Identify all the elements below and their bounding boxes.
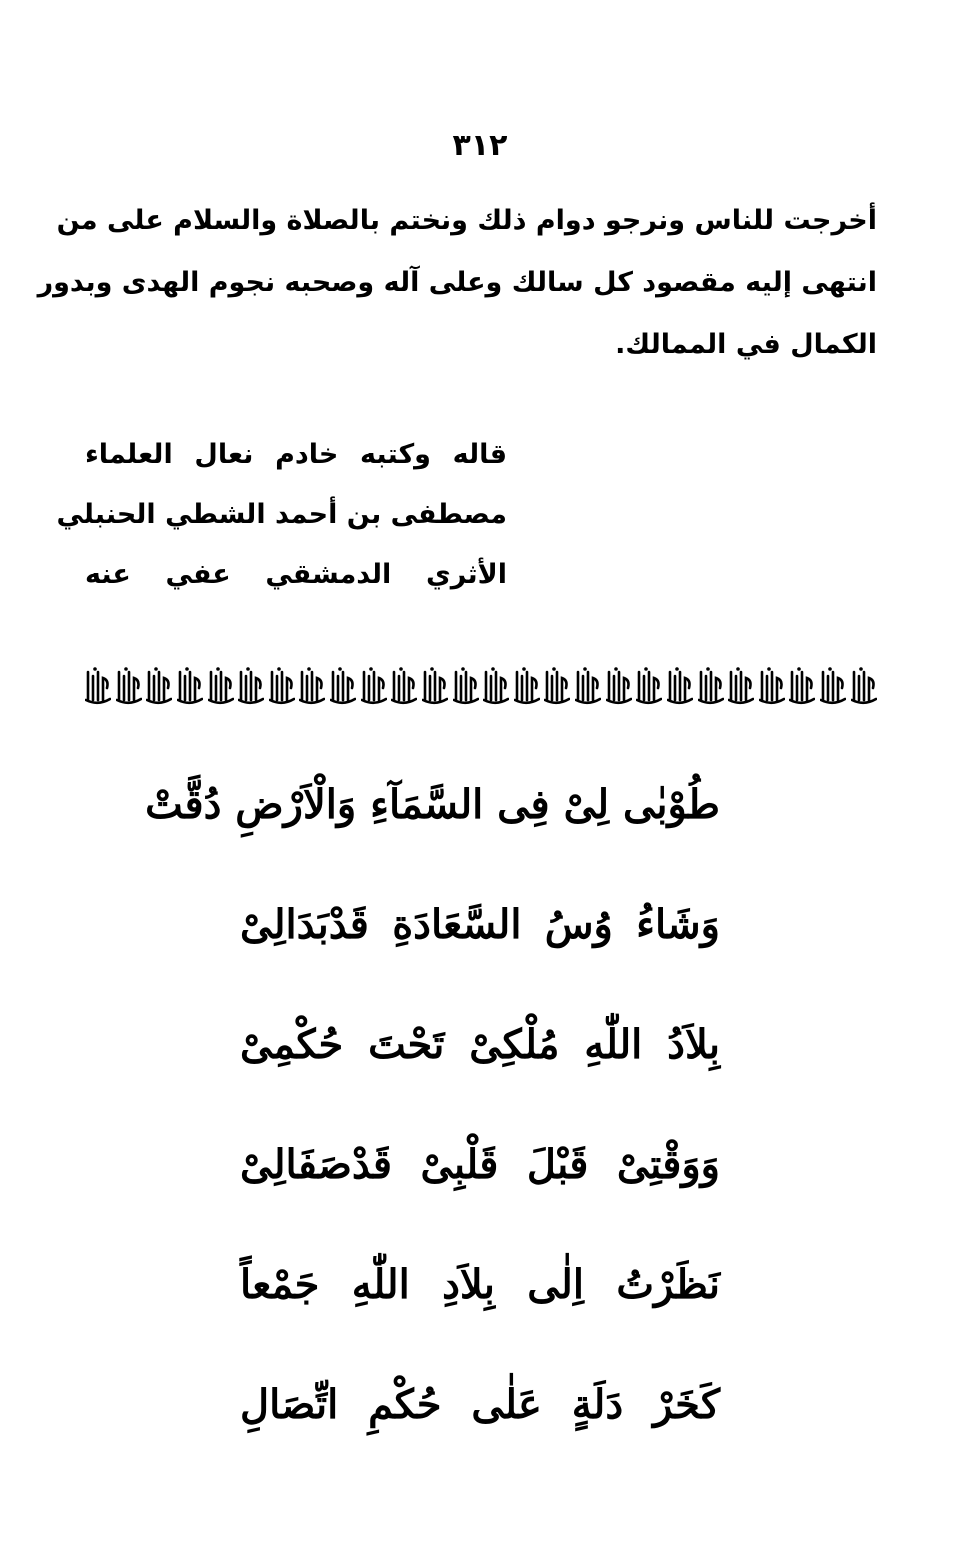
closing-paragraph — [37, 190, 877, 376]
paragraph-line: الكمال في الممالك. — [615, 329, 877, 360]
calligraphy-ornament-icon — [361, 666, 387, 706]
poem-verse: وَشَاءُ وُسُ السَّعَادَةِ قَدْبَدَالِىْ — [240, 901, 720, 948]
calligraphy-ornament-icon — [453, 666, 479, 706]
signature-line: الأثري الدمشقي عفي عنه — [85, 559, 507, 590]
calligraphy-ornament-icon — [483, 666, 509, 706]
signature-line: قاله وكتبه خادم نعال العلماء — [85, 439, 507, 470]
calligraphy-ornament-icon — [544, 666, 570, 706]
page-number: ۳۱۲ — [452, 128, 508, 163]
calligraphy-ornament-icon — [667, 666, 693, 706]
calligraphy-ornament-icon — [851, 666, 877, 706]
calligraphy-ornament-icon — [789, 666, 815, 706]
calligraphy-ornament-icon — [208, 666, 234, 706]
calligraphy-ornament-icon — [698, 666, 724, 706]
calligraphy-ornament-icon — [422, 666, 448, 706]
calligraphy-ornament-icon — [330, 666, 356, 706]
poem — [145, 770, 720, 1490]
calligraphy-ornament-icon — [177, 666, 203, 706]
poem-verse: طُوْبٰى لِىْ فِى السَّمَآءِ وَالْاَرْضِ دُقَّتْ — [145, 781, 720, 828]
ornament-divider — [85, 664, 877, 708]
calligraphy-ornament-icon — [269, 666, 295, 706]
calligraphy-ornament-icon — [606, 666, 632, 706]
calligraphy-ornament-icon — [238, 666, 264, 706]
calligraphy-ornament-icon — [116, 666, 142, 706]
calligraphy-ornament-icon — [391, 666, 417, 706]
paragraph-line: أخرجت للناس ونرجو دوام ذلك ونختم بالصلاة والسلام على من — [56, 205, 877, 236]
calligraphy-ornament-icon — [146, 666, 172, 706]
calligraphy-ornament-icon — [514, 666, 540, 706]
poem-verse: وَوَقْتِىْ قَبْلَ قَلْبِىْ قَدْصَفَالِىْ — [240, 1141, 720, 1188]
signature-line: مصطفى بن أحمد الشطي الحنبلي — [56, 499, 507, 530]
paragraph-line: انتهى إليه مقصود كل سالك وعلى آله وصحبه نجوم الهدى وبدور — [37, 267, 877, 298]
calligraphy-ornament-icon — [820, 666, 846, 706]
calligraphy-ornament-icon — [575, 666, 601, 706]
author-signature — [56, 425, 507, 605]
calligraphy-ornament-icon — [299, 666, 325, 706]
poem-verse: نَظَرْتُ اِلٰى بِلاَدِ اللّٰهِ جَمْعاً — [240, 1261, 720, 1308]
calligraphy-ornament-icon — [636, 666, 662, 706]
calligraphy-ornament-icon — [85, 666, 111, 706]
calligraphy-ornament-icon — [728, 666, 754, 706]
poem-verse: كَخَرْ دَلَةٍ عَلٰى حُكْمِ اتِّصَالِ — [240, 1381, 720, 1428]
calligraphy-ornament-icon — [759, 666, 785, 706]
poem-verse: بِلاَدُ اللّٰهِ مُلْكِىْ تَحْتَ حُكْمِىْ — [240, 1021, 720, 1068]
